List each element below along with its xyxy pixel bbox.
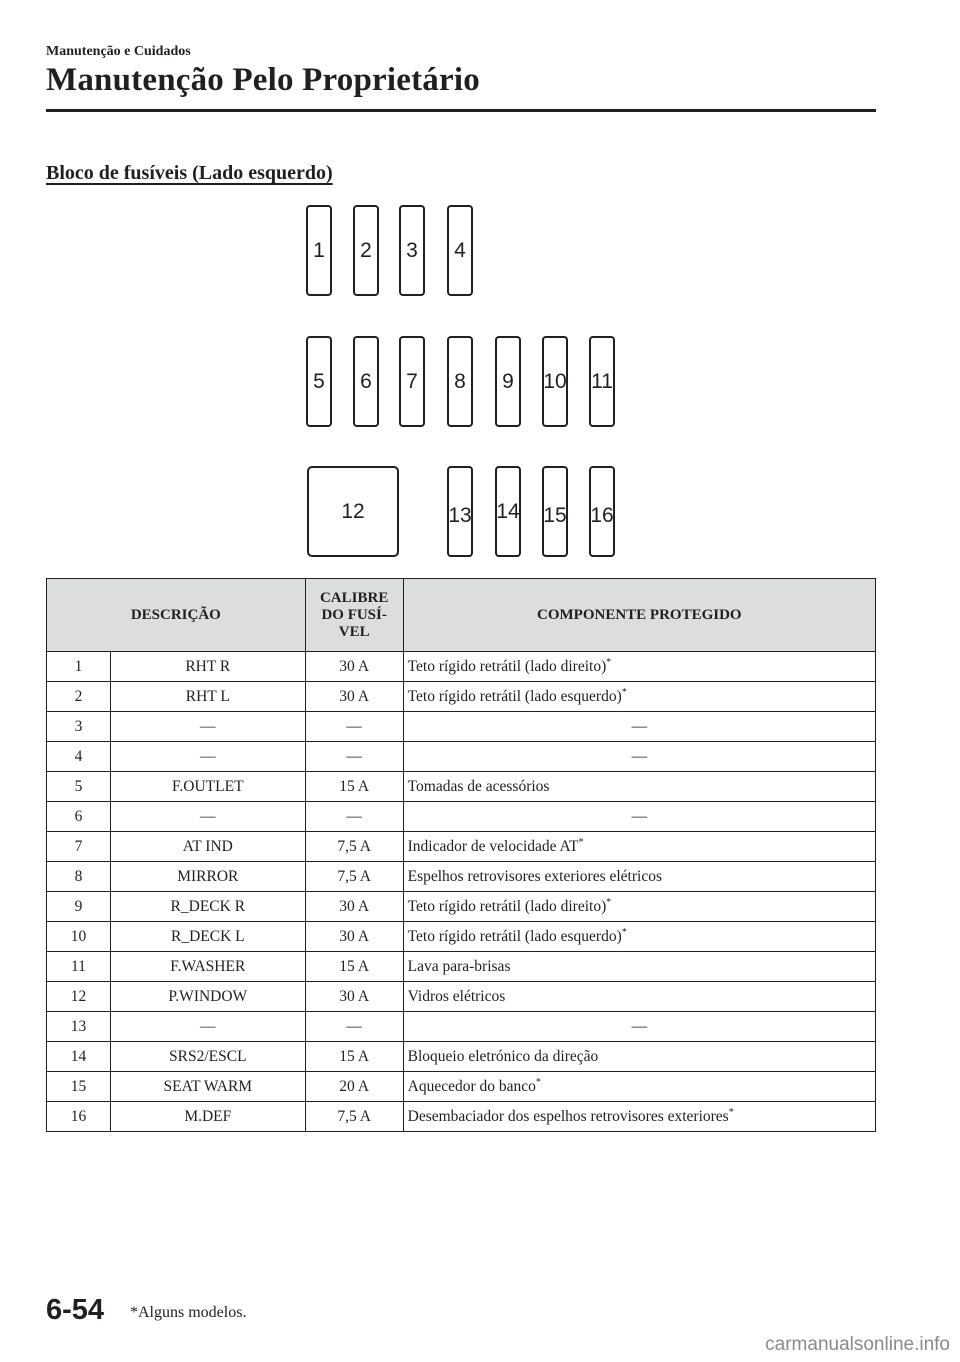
- fuse-rating-cell-text: —: [346, 747, 362, 765]
- page-title: Manutenção Pelo Proprietário: [46, 62, 480, 98]
- protected-component-cell: [403, 952, 875, 982]
- fuse-rating-cell-text: 15 A: [339, 1047, 370, 1065]
- fuse-description-cell-text: —: [200, 1017, 216, 1035]
- fuse-rating-cell: [305, 682, 403, 712]
- fuse-1: 1: [306, 205, 332, 296]
- fuse-10: 10: [542, 336, 568, 427]
- fuse-number-cell-text: 3: [74, 717, 83, 735]
- watermark: carmanualsonline.info: [765, 1334, 950, 1355]
- protected-component-cell-text: Teto rígido retrátil (lado direito): [407, 898, 607, 915]
- title-divider: [46, 109, 876, 112]
- protected-component-cell-text: —: [631, 1017, 648, 1035]
- table-row: [47, 682, 876, 712]
- fuse-13: 13: [447, 466, 473, 557]
- fuse-rating-cell: [305, 652, 403, 682]
- fuse-description-cell: [110, 742, 305, 772]
- fuse-14: 14: [495, 466, 521, 557]
- fuse-rating-cell-text: 30 A: [339, 687, 370, 705]
- protected-component-cell-text: Indicador de velocidade AT: [407, 838, 579, 855]
- fuse-rating-cell-text: —: [346, 1017, 362, 1035]
- table-row: [47, 802, 876, 832]
- fuse-rating-cell: [305, 772, 403, 802]
- fuse-description-cell-text: P.WINDOW: [168, 987, 248, 1005]
- fuse-description-cell: [110, 832, 305, 862]
- fuse-4: 4: [447, 205, 473, 296]
- fuse-rating-cell: [305, 952, 403, 982]
- protected-component-cell-text: Bloqueio eletrónico da direção: [407, 1047, 599, 1065]
- table-row: [47, 1102, 876, 1132]
- protected-component-cell: [403, 1102, 875, 1132]
- protected-component-cell: [403, 922, 875, 952]
- table-row: [47, 892, 876, 922]
- fuse-description-cell-text: RHT R: [185, 657, 231, 675]
- protected-component-cell-text: Espelhos retrovisores exteriores elétricos: [407, 867, 662, 885]
- fuse-description-cell: [110, 682, 305, 712]
- footnote-marker: *: [578, 837, 584, 848]
- table-row: [47, 982, 876, 1012]
- table-row: [47, 1042, 876, 1072]
- fuse-16: 16: [589, 466, 615, 557]
- fuse-number-cell: [47, 1012, 111, 1042]
- protected-component-cell-text: Lava para-brisas: [407, 957, 511, 975]
- table-row: [47, 1012, 876, 1042]
- protected-component-cell-text: —: [631, 807, 648, 825]
- table-row: [47, 952, 876, 982]
- protected-component-cell: [403, 802, 875, 832]
- fuse-rating-cell: [305, 1102, 403, 1132]
- fuse-description-cell: [110, 952, 305, 982]
- fuse-rating-cell-text: 30 A: [339, 987, 370, 1005]
- protected-component-cell: [403, 742, 875, 772]
- protected-component-cell-text: Tomadas de acessórios: [407, 777, 550, 795]
- fuse-15: 15: [542, 466, 568, 557]
- fuse-rating-cell-text: 7,5 A: [337, 1107, 371, 1125]
- footnote-marker: *: [606, 897, 612, 908]
- fuse-rating-cell: [305, 922, 403, 952]
- fuse-number-cell-text: 10: [70, 927, 87, 945]
- fuse-description-cell-text: —: [200, 717, 216, 735]
- fuse-rating-cell: [305, 982, 403, 1012]
- fuse-number-cell: [47, 1042, 111, 1072]
- protected-component-cell: [403, 712, 875, 742]
- fuse-rating-cell: [305, 892, 403, 922]
- fuse-description-cell: [110, 1012, 305, 1042]
- table-row: [47, 712, 876, 742]
- fuse-number-cell-text: 16: [70, 1107, 87, 1125]
- fuse-9: 9: [495, 336, 521, 427]
- fuse-number-cell: [47, 862, 111, 892]
- protected-component-cell-text: Vidros elétricos: [407, 987, 506, 1005]
- protected-component-cell-text: Teto rígido retrátil (lado esquerdo): [407, 688, 622, 705]
- protected-component-cell-text: Teto rígido retrátil (lado direito): [407, 658, 607, 675]
- chapter-label: Manutenção e Cuidados: [46, 44, 191, 59]
- footnote-marker: *: [621, 927, 627, 938]
- protected-component-cell: [403, 682, 875, 712]
- footnote-marker: *: [728, 1107, 734, 1118]
- fuse-rating-cell-text: —: [346, 717, 362, 735]
- protected-component-cell: [403, 862, 875, 892]
- table-row: [47, 832, 876, 862]
- fuse-7: 7: [399, 336, 425, 427]
- fuse-rating-cell: [305, 832, 403, 862]
- fuse-description-cell-text: M.DEF: [184, 1107, 232, 1125]
- fuse-number-cell-text: 7: [74, 837, 83, 855]
- fuse-description-cell-text: F.WASHER: [170, 957, 246, 975]
- fuse-rating-cell: [305, 742, 403, 772]
- footnote: *Alguns modelos.: [130, 1304, 247, 1321]
- fuse-rating-cell: [305, 1012, 403, 1042]
- fuse-description-cell-text: —: [200, 747, 216, 765]
- protected-component-cell-text: —: [631, 717, 648, 735]
- fuse-rating-cell-text: 15 A: [339, 957, 370, 975]
- fuse-number-cell-text: 4: [74, 747, 83, 765]
- fuse-3: 3: [399, 205, 425, 296]
- fuse-rating-cell-text: 7,5 A: [337, 837, 371, 855]
- protected-component-cell: [403, 652, 875, 682]
- fuse-number-cell: [47, 1102, 111, 1132]
- fuse-description-cell-text: RHT L: [185, 687, 230, 705]
- footnote-marker: *: [621, 687, 627, 698]
- fuse-description-cell-text: R_DECK L: [170, 927, 245, 945]
- fuse-number-cell-text: 13: [70, 1017, 87, 1035]
- footnote-marker: *: [535, 1077, 541, 1088]
- fuse-number-cell-text: 9: [74, 897, 83, 915]
- table-row: [47, 772, 876, 802]
- protected-component-cell: [403, 1042, 875, 1072]
- fuse-number-cell: [47, 652, 111, 682]
- fuse-5: 5: [306, 336, 332, 427]
- fuse-rating-cell-text: 30 A: [339, 897, 370, 915]
- table-row: [47, 742, 876, 772]
- fuse-description-cell: [110, 892, 305, 922]
- protected-component-cell: [403, 982, 875, 1012]
- fuse-description-cell: [110, 1102, 305, 1132]
- fuse-description-cell-text: SRS2/ESCL: [169, 1047, 247, 1065]
- protected-component-cell: [403, 1072, 875, 1102]
- fuse-description-cell: [110, 1072, 305, 1102]
- section-title: Bloco de fusíveis (Lado esquerdo): [46, 162, 333, 184]
- protected-component-cell-text: Teto rígido retrátil (lado esquerdo): [407, 928, 622, 945]
- fuse-description-cell: [110, 712, 305, 742]
- protected-component-cell: [403, 772, 875, 802]
- footnote-marker: *: [606, 657, 612, 668]
- fuse-description-cell-text: F.OUTLET: [172, 777, 244, 795]
- fuse-number-cell: [47, 892, 111, 922]
- fuse-description-cell: [110, 1042, 305, 1072]
- fuse-rating-cell-text: 20 A: [339, 1077, 370, 1095]
- fuse-description-cell: [110, 802, 305, 832]
- table-row: [47, 922, 876, 952]
- fuse-number-cell-text: 5: [74, 777, 83, 795]
- table-row: [47, 652, 876, 682]
- fuse-table: [46, 578, 876, 1132]
- fuse-number-cell-text: 11: [70, 957, 86, 975]
- fuse-number-cell-text: 14: [70, 1047, 87, 1065]
- fuse-number-cell: [47, 682, 111, 712]
- fuse-number-cell: [47, 772, 111, 802]
- fuse-rating-cell: [305, 1042, 403, 1072]
- fuse-number-cell: [47, 712, 111, 742]
- header-calibre-line-3: VEL: [338, 623, 370, 640]
- fuse-number-cell: [47, 802, 111, 832]
- fuse-12: 12: [307, 466, 399, 557]
- fuse-description-cell-text: MIRROR: [177, 867, 239, 885]
- protected-component-cell: [403, 832, 875, 862]
- fuse-description-cell: [110, 862, 305, 892]
- fuse-rating-cell-text: 7,5 A: [337, 867, 371, 885]
- header-description: DESCRIÇÃO: [47, 579, 306, 652]
- fuse-rating-cell: [305, 1072, 403, 1102]
- fuse-rating-cell-text: —: [346, 807, 362, 825]
- fuse-number-cell: [47, 832, 111, 862]
- fuse-number-cell: [47, 1072, 111, 1102]
- fuse-description-cell-text: R_DECK R: [170, 897, 246, 915]
- header-fuse-rating: [305, 579, 403, 652]
- fuse-description-cell: [110, 922, 305, 952]
- fuse-rating-cell-text: 15 A: [339, 777, 370, 795]
- fuse-number-cell: [47, 742, 111, 772]
- fuse-description-cell-text: SEAT WARM: [163, 1077, 253, 1095]
- fuse-number-cell-text: 2: [74, 687, 83, 705]
- protected-component-cell-text: Desembaciador dos espelhos retrovisores exteriores: [407, 1108, 729, 1125]
- fuse-description-cell: [110, 652, 305, 682]
- table-header-row: [47, 579, 876, 652]
- protected-component-cell-text: —: [631, 747, 648, 765]
- protected-component-cell: [403, 1012, 875, 1042]
- table-row: [47, 1072, 876, 1102]
- header-calibre-line-1: CALIBRE: [319, 589, 389, 606]
- fuse-number-cell: [47, 922, 111, 952]
- fuse-rating-cell: [305, 712, 403, 742]
- fuse-description-cell: [110, 772, 305, 802]
- header-calibre-line-2: DO FUSÍ-: [321, 606, 387, 623]
- fuse-8: 8: [447, 336, 473, 427]
- fuse-number-cell: [47, 952, 111, 982]
- fuse-rating-cell-text: 30 A: [339, 657, 370, 675]
- fuse-number-cell-text: 1: [74, 657, 83, 675]
- fuse-rating-cell: [305, 862, 403, 892]
- fuse-number-cell-text: 6: [74, 807, 83, 825]
- fuse-number-cell-text: 8: [74, 867, 83, 885]
- fuse-11: 11: [589, 336, 615, 427]
- fuse-rating-cell: [305, 802, 403, 832]
- fuse-rating-cell-text: 30 A: [339, 927, 370, 945]
- header-protected-component: COMPONENTE PROTEGIDO: [403, 579, 875, 652]
- fuse-6: 6: [353, 336, 379, 427]
- protected-component-cell: [403, 892, 875, 922]
- fuse-description-cell-text: —: [200, 807, 216, 825]
- fuse-description-cell-text: AT IND: [182, 837, 233, 855]
- fuse-number-cell-text: 12: [70, 987, 87, 1005]
- fuse-2: 2: [353, 205, 379, 296]
- protected-component-cell-text: Aquecedor do banco: [407, 1078, 536, 1095]
- fuse-number-cell: [47, 982, 111, 1012]
- fuse-description-cell: [110, 982, 305, 1012]
- page-number: 6-54: [46, 1294, 105, 1326]
- table-row: [47, 862, 876, 892]
- fuse-number-cell-text: 15: [70, 1077, 87, 1095]
